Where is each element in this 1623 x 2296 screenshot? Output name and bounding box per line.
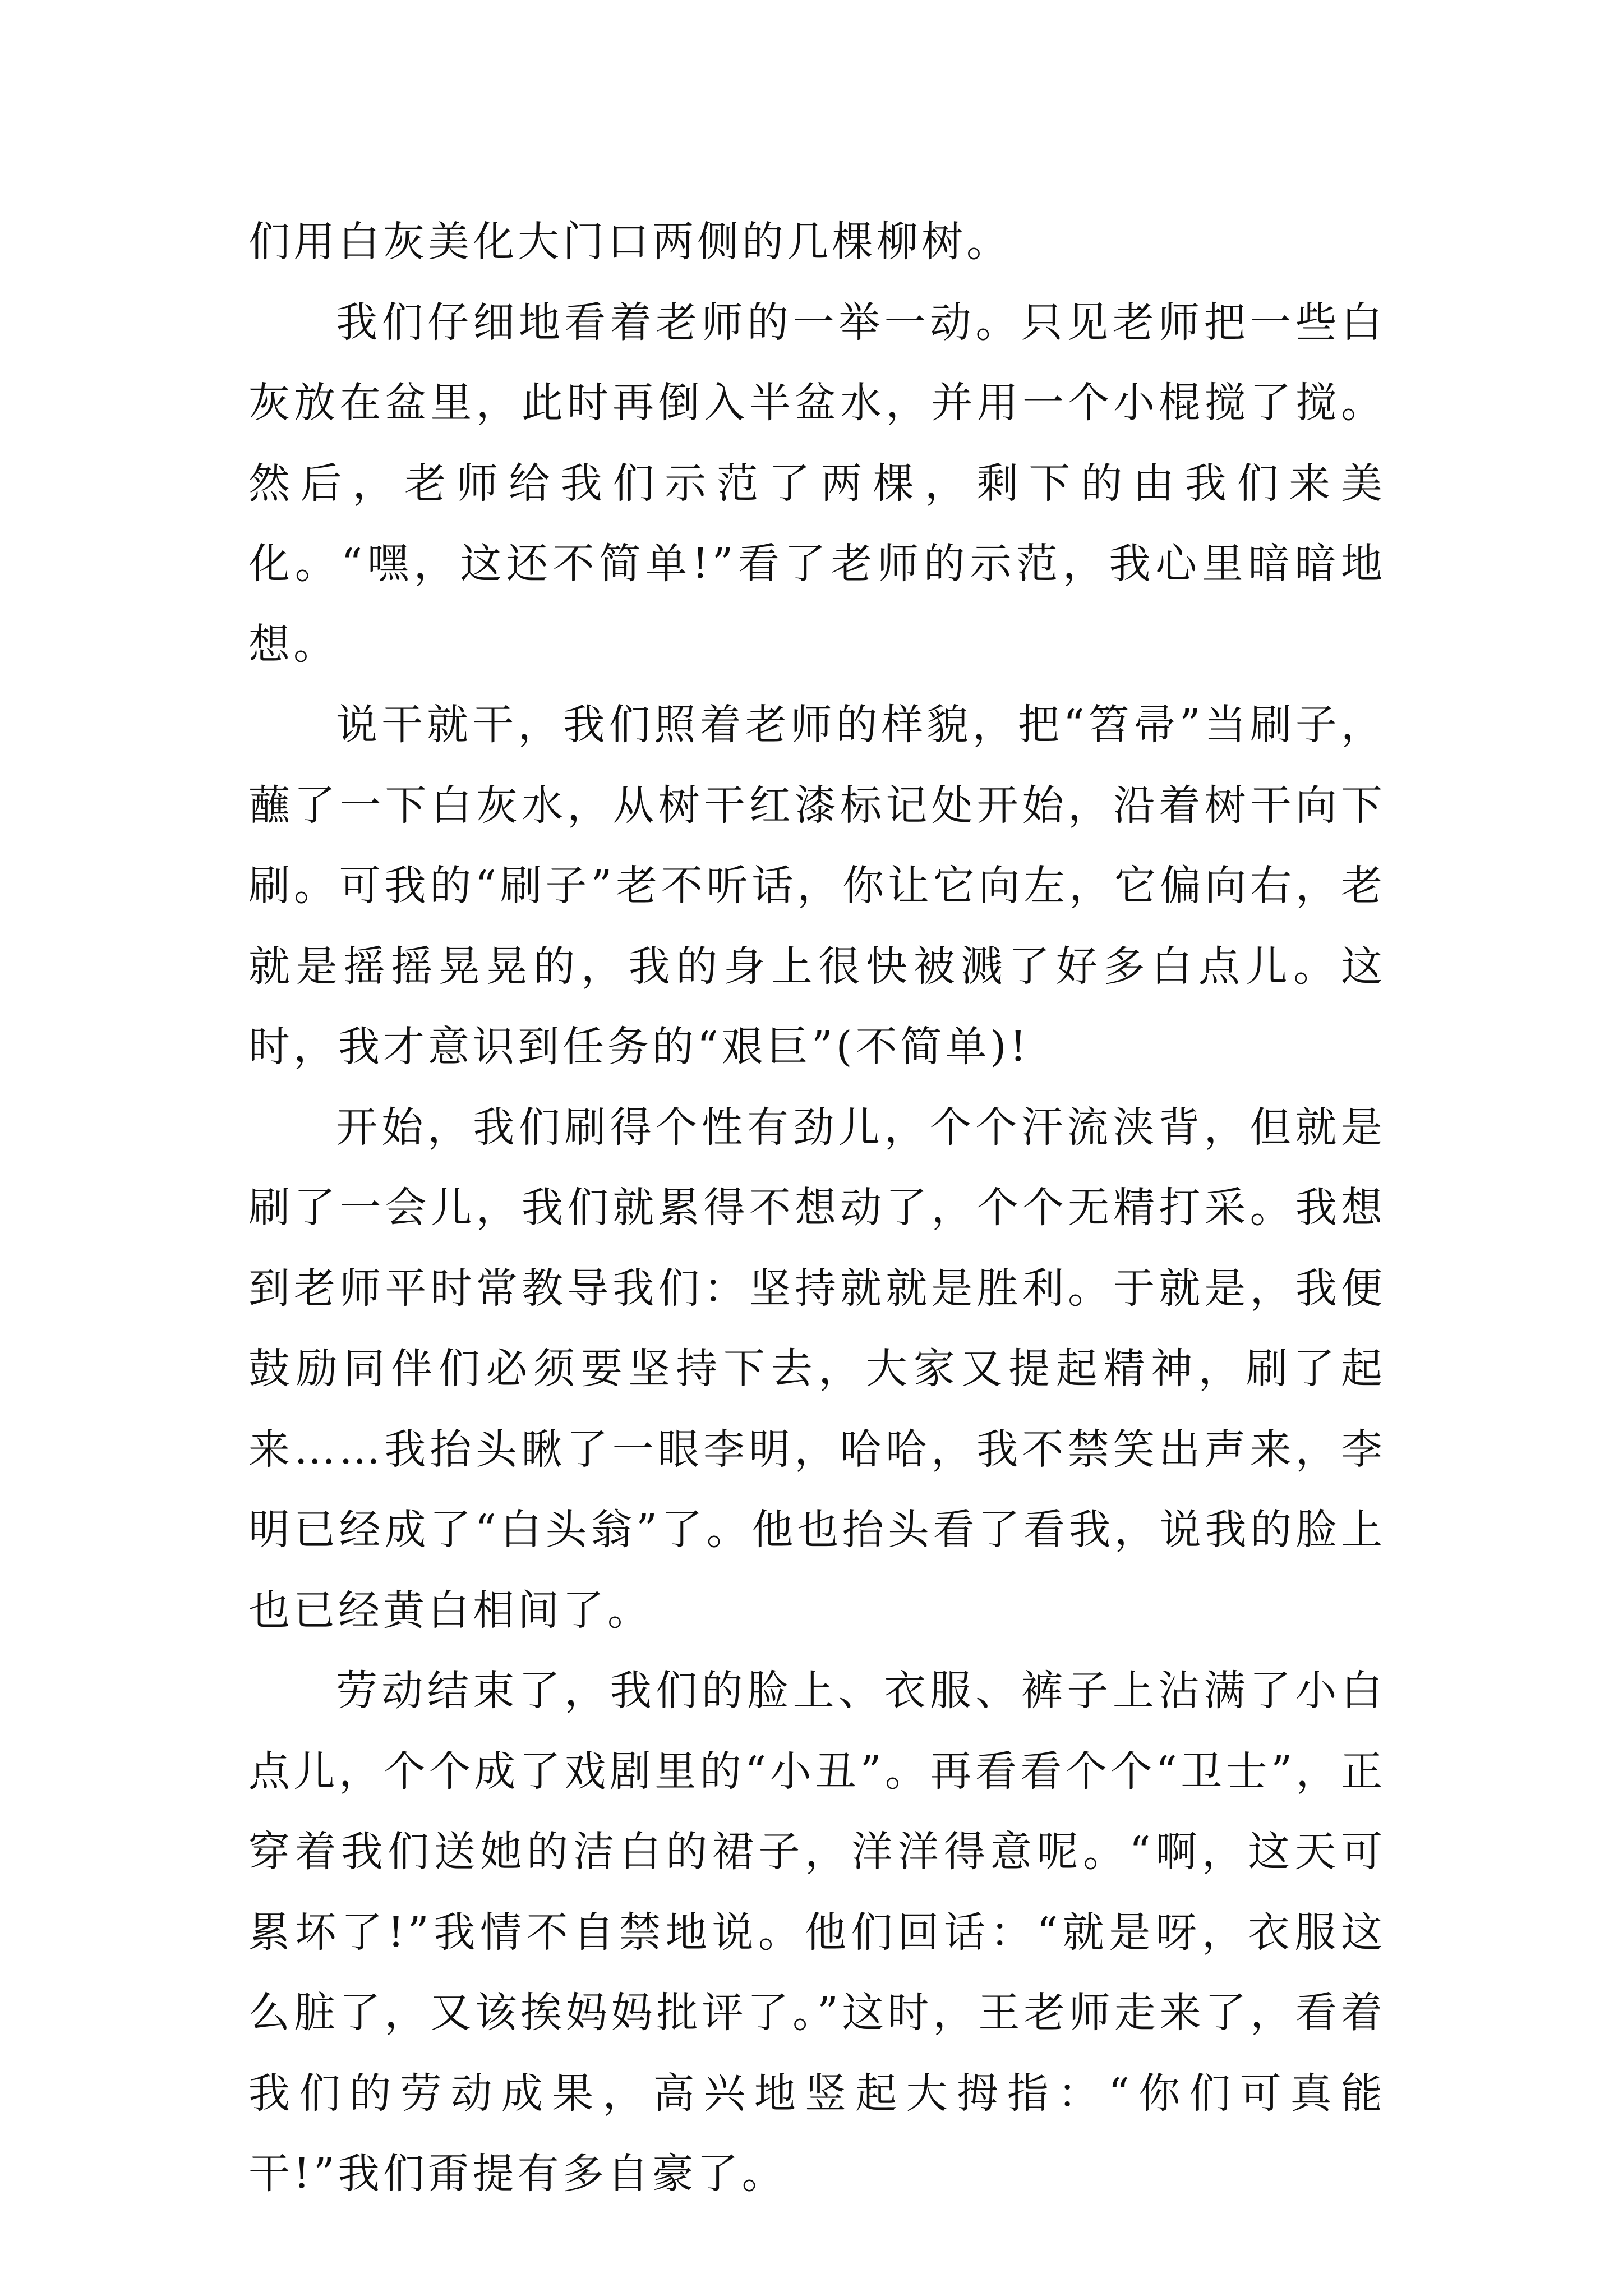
document-body	[248, 202, 1386, 2215]
paragraph-continued: 们用白灰美化大门口两侧的几棵柳树。	[248, 218, 1011, 266]
paragraph: 开始，我们刷得个性有劲儿，个个汗流浃背，但就是刷了一会儿，我们就累得不想动了，个个无精打采。我想到老师平时常教导我们：坚持就就是胜利。于就是，我便鼓励同伴们必须要坚持下去，大家又提起精神，刷了起来……我抬头瞅了一眼李明，哈哈，我不禁笑出声来，李明已经成了“白头翁”了。他也抬头看了看我，说我的脸上也已经黄白相间了。	[248, 1103, 1386, 1635]
paragraph: 说干就干，我们照着老师的样貌，把“笤帚”当刷子，蘸了一下白灰水，从树干红漆标记处开始，沿着树干向下刷。可我的“刷子”老不听话，你让它向左，它偏向右，老就是摇摇晃晃的，我的身上很快被溅了好多白点儿。这时，我才意识到任务的“艰巨”(不简单)!	[248, 701, 1386, 1071]
paragraph: 劳动结束了，我们的脸上、衣服、裤子上沾满了小白点儿，个个成了戏剧里的“小丑”。再看看个个“卫士”，正穿着我们送她的洁白的裙子，洋洋得意呢。“啊，这天可累坏了!”我情不自禁地说。他们回话：“就是呀，衣服这么脏了，又该挨妈妈批评了。”这时，王老师走来了，看着我们的劳动成果，高兴地竖起大拇指：“你们可真能干!”我们甭提有多自豪了。	[248, 1667, 1386, 2198]
paragraph: 我们仔细地看着老师的一举一动。只见老师把一些白灰放在盆里，此时再倒入半盆水，并用一个小棍搅了搅。然后，老师给我们示范了两棵，剩下的由我们来美化。“嘿，这还不简单!”看了老师的示范，我心里暗暗地想。	[248, 298, 1386, 669]
